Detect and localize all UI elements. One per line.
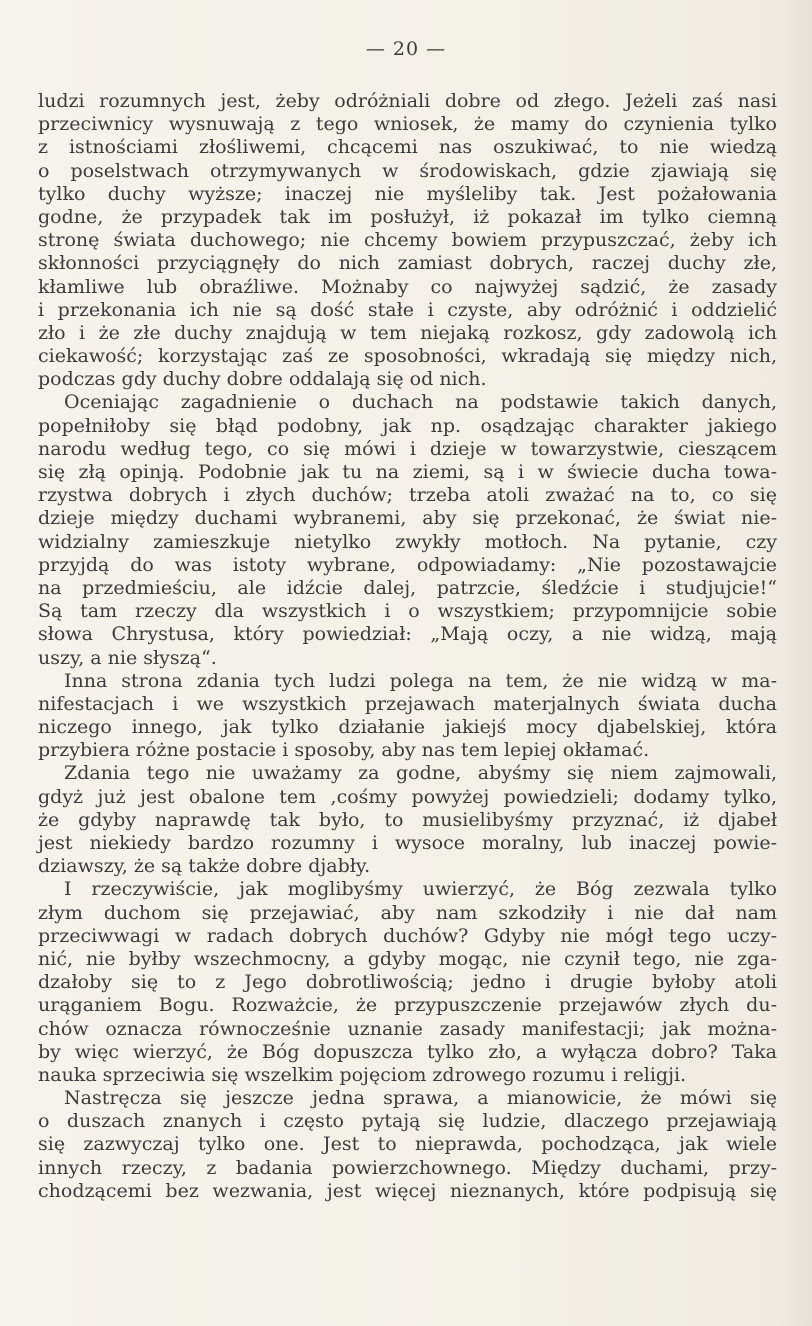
text-line: dzałoby się to z Jego dobrotliwością; jedno i drugie byłoby atoli [38, 971, 777, 994]
text-line: się zazwyczaj tylko one. Jest to nieprawda, pochodząca, jak wiele [38, 1133, 777, 1156]
text-line: podczas gdy duchy dobre oddalają się od nich. [38, 368, 487, 391]
text-line: złym duchom się przejawiać, aby nam szkodziły i nie dał nam [38, 901, 777, 924]
text-line: że gdyby naprawdę tak było, to musielibyśmy przyznać, iż djabeł [38, 808, 777, 831]
paragraph-1 [38, 90, 777, 391]
text-line: tylko duchy wyższe; inaczej nie myśleliby tak. Jest pożałowania [38, 182, 777, 205]
text-line: urąganiem Bogu. Rozważcie, że przypuszczenie przejawów złych du- [38, 994, 777, 1017]
text-line: I rzeczywiście, jak moglibyśmy uwierzyć, że Bóg zezwala tylko [64, 878, 777, 901]
paragraph-3 [38, 670, 777, 763]
text-line: popełniłoby się błąd podobny, jak np. osądzając charakter jakiego [38, 414, 777, 437]
paragraph-4 [38, 762, 777, 878]
text-line: godne, że przypadek tak im posłużył, iż pokazał im tylko ciemną [38, 205, 777, 228]
text-line: dziawszy, że są także dobre djabły. [38, 855, 371, 878]
paragraph-2 [38, 391, 777, 669]
text-line: innych rzeczy, z badania powierzchownego. Między duchami, przy- [38, 1156, 777, 1179]
text-line: nifestacjach i we wszystkich przejawach materjalnych świata ducha [38, 692, 777, 715]
text-line: się złą opinją. Podobnie jak tu na ziemi, są i w świecie ducha towa- [38, 461, 777, 483]
text-line: niczego innego, jak tylko działanie jakiejś mocy djabelskiej, która [38, 716, 777, 739]
text-line: i przekonania ich nie są dość stałe i czyste, aby odróżnić i oddzielić [38, 298, 777, 321]
text-line: by więc wierzyć, że Bóg dopuszcza tylko zło, a wyłącza dobro? Taka [38, 1040, 777, 1063]
text-line: ciekawość; korzystając zaś ze sposobności, wkradają się między nich, [38, 345, 777, 368]
text-line: ludzi rozumnych jest, żeby odróżniali dobre od złego. Jeżeli zaś nasi [38, 90, 777, 112]
text-line: widzialny zamieszkuje nietylko zwykły motłoch. Na pytanie, czy [38, 530, 777, 553]
text-line: Nastręcza się jeszcze jedna sprawa, a mianowicie, że mówi się [64, 1087, 777, 1110]
text-line: Inna strona zdania tych ludzi polega na tem, że nie widzą w ma- [64, 669, 777, 692]
text-line: stronę świata duchowego; nie chcemy bowiem przypuszczać, żeby ich [38, 229, 777, 252]
text-line: dzieje między duchami wybranemi, aby się przekonać, że świat nie- [38, 507, 777, 530]
text-line: z istnościami złośliwemi, chcącemi nas oszukiwać, to nie wiedzą [38, 136, 777, 159]
text-line: przeciwnicy wysnuwają z tego wniosek, że mamy do czynienia tylko [38, 113, 777, 136]
text-line: przeciwwagi w radach dobrych duchów? Gdyby nie mógł tego uczy- [38, 924, 777, 947]
text-line: Oceniając zagadnienie o duchach na podstawie takich danych, [64, 391, 777, 414]
text-line: chodzącemi bez wezwania, jest więcej nieznanych, które podpisują się [38, 1179, 777, 1202]
text-line: nauka sprzeciwia się wszelkim pojęciom zdrowego rozumu i religji. [38, 1063, 687, 1086]
text-line: gdyż już jest obalone tem ,cośmy powyżej powiedzieli; dodamy tylko, [38, 785, 777, 808]
text-line: uszy, a nie słyszą“. [38, 646, 217, 669]
page-number: — 20 — [365, 38, 447, 60]
body-text [38, 90, 777, 1203]
paragraph-5 [38, 878, 777, 1087]
text-line: na przedmieściu, ale idźcie dalej, patrzcie, śledźcie i studjujcie!“ [38, 576, 777, 599]
text-line: przyjdą do was istoty wybrane, odpowiadamy: „Nie pozostawajcie [38, 553, 777, 576]
paragraph-6 [38, 1087, 777, 1203]
text-line: chów oznacza równocześnie uznanie zasady manifestacji; jak można- [38, 1017, 777, 1040]
text-line: przybiera różne postacie i sposoby, aby nas tem lepiej okłamać. [38, 739, 650, 762]
text-line: słowa Chrystusa, który powiedział: „Mają oczy, a nie widzą, mają [38, 623, 777, 646]
text-line: skłonności przyciągnęły do nich zamiast dobrych, raczej duchy złe, [38, 252, 777, 275]
text-line: rzystwa dobrych i złych duchów; trzeba atoli zważać na to, co się [38, 484, 777, 507]
text-line: narodu według tego, co się mówi i dzieje w towarzystwie, cieszącem [38, 437, 777, 460]
text-line: o duszach znanych i często pytają się ludzie, dlaczego przejawiają [38, 1110, 777, 1133]
text-line: zło i że złe duchy znajdują w tem niejaką rozkosz, gdy zadowolą ich [38, 321, 777, 344]
text-line: Zdania tego nie uważamy za godne, abyśmy się niem zajmowali, [64, 762, 777, 785]
text-line: Są tam rzeczy dla wszystkich i o wszystkiem; przypomnijcie sobie [38, 600, 777, 623]
text-line: jest niekiedy bardzo rozumny i wysoce moralny, lub inaczej powie- [38, 832, 777, 854]
text-line: kłamliwe lub obraźliwe. Możnaby co najwyżej sądzić, że zasady [38, 275, 777, 298]
text-line: o poselstwach otrzymywanych w środowiskach, gdzie zjawiają się [38, 159, 777, 182]
text-line: nić, nie byłby wszechmocny, a gdyby mogąc, nie czynił tego, nie zga- [38, 947, 777, 970]
